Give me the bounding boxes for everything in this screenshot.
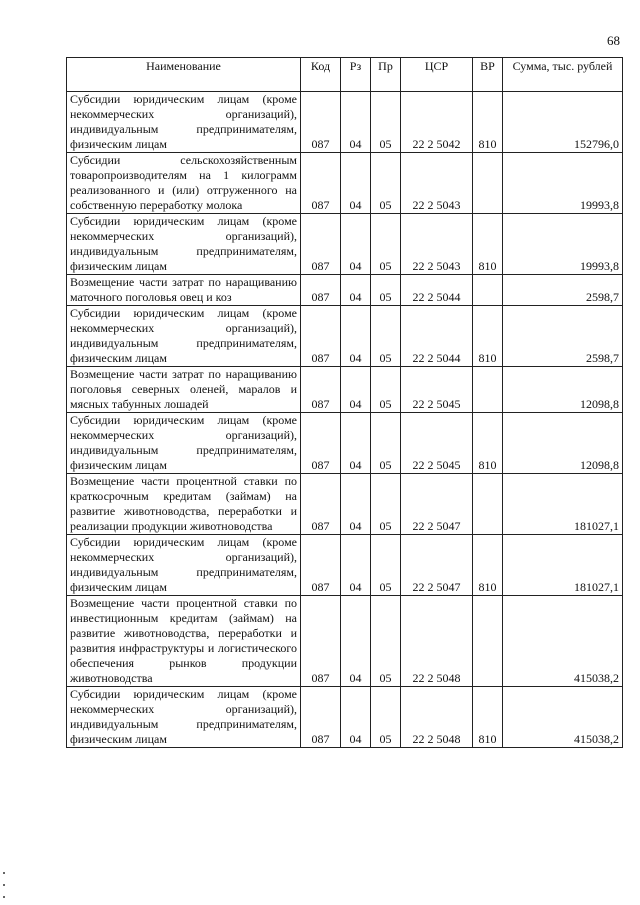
cell-kod: 087 xyxy=(301,275,341,306)
cell-kod: 087 xyxy=(301,306,341,367)
cell-name: Субсидии юридическим лицам (кроме некоммерческих организаций), индивидуальным предпринимателям, физическим лицам xyxy=(67,214,301,275)
cell-pr: 05 xyxy=(371,596,401,687)
cell-pr: 05 xyxy=(371,153,401,214)
table-body xyxy=(67,92,623,748)
cell-rz: 04 xyxy=(341,92,371,153)
cell-csr: 22 2 5047 xyxy=(401,474,473,535)
cell-name: Возмещение части затрат по наращиванию маточного поголовья овец и коз xyxy=(67,275,301,306)
cell-kod: 087 xyxy=(301,413,341,474)
cell-kod: 087 xyxy=(301,535,341,596)
cell-vr xyxy=(473,153,503,214)
cell-rz: 04 xyxy=(341,153,371,214)
cell-pr: 05 xyxy=(371,474,401,535)
cell-name: Субсидии юридическим лицам (кроме некоммерческих организаций), индивидуальным предпринимателям, физическим лицам xyxy=(67,687,301,748)
header-vr: ВР xyxy=(473,58,503,92)
header-name: Наименование xyxy=(67,58,301,92)
cell-rz: 04 xyxy=(341,535,371,596)
cell-sum: 19993,8 xyxy=(503,153,623,214)
page-number: 68 xyxy=(607,33,620,48)
cell-name: Субсидии юридическим лицам (кроме некоммерческих организаций), индивидуальным предпринимателям, физическим лицам xyxy=(67,92,301,153)
cell-sum: 181027,1 xyxy=(503,474,623,535)
cell-sum: 415038,2 xyxy=(503,687,623,748)
cell-csr: 22 2 5045 xyxy=(401,413,473,474)
cell-sum: 2598,7 xyxy=(503,275,623,306)
cell-csr: 22 2 5047 xyxy=(401,535,473,596)
cell-vr: 810 xyxy=(473,306,503,367)
cell-rz: 04 xyxy=(341,214,371,275)
cell-kod: 087 xyxy=(301,92,341,153)
cell-name: Возмещение части затрат по наращиванию поголовья северных оленей, маралов и мясных табунных лошадей xyxy=(67,367,301,413)
cell-sum: 12098,8 xyxy=(503,367,623,413)
cell-sum: 181027,1 xyxy=(503,535,623,596)
table-row xyxy=(67,275,623,306)
scan-artifact xyxy=(3,872,5,874)
cell-pr: 05 xyxy=(371,687,401,748)
cell-pr: 05 xyxy=(371,306,401,367)
header-pr: Пр xyxy=(371,58,401,92)
cell-csr: 22 2 5044 xyxy=(401,306,473,367)
table-row xyxy=(67,474,623,535)
header-csr: ЦСР xyxy=(401,58,473,92)
cell-rz: 04 xyxy=(341,687,371,748)
cell-sum: 12098,8 xyxy=(503,413,623,474)
table-row xyxy=(67,367,623,413)
cell-rz: 04 xyxy=(341,413,371,474)
cell-vr xyxy=(473,275,503,306)
cell-pr: 05 xyxy=(371,535,401,596)
cell-kod: 087 xyxy=(301,474,341,535)
table-row xyxy=(67,214,623,275)
cell-vr: 810 xyxy=(473,214,503,275)
cell-rz: 04 xyxy=(341,275,371,306)
cell-pr: 05 xyxy=(371,275,401,306)
header-kod: Код xyxy=(301,58,341,92)
cell-csr: 22 2 5043 xyxy=(401,214,473,275)
cell-kod: 087 xyxy=(301,367,341,413)
cell-name: Субсидии юридическим лицам (кроме некоммерческих организаций), индивидуальным предпринимателям, физическим лицам xyxy=(67,413,301,474)
table-row xyxy=(67,413,623,474)
cell-rz: 04 xyxy=(341,367,371,413)
cell-csr: 22 2 5043 xyxy=(401,153,473,214)
cell-rz: 04 xyxy=(341,474,371,535)
cell-name: Субсидии юридическим лицам (кроме некоммерческих организаций), индивидуальным предпринимателям, физическим лицам xyxy=(67,535,301,596)
cell-name: Субсидии юридическим лицам (кроме некоммерческих организаций), индивидуальным предпринимателям, физическим лицам xyxy=(67,306,301,367)
cell-csr: 22 2 5048 xyxy=(401,687,473,748)
cell-sum: 2598,7 xyxy=(503,306,623,367)
cell-pr: 05 xyxy=(371,214,401,275)
cell-rz: 04 xyxy=(341,306,371,367)
cell-kod: 087 xyxy=(301,687,341,748)
cell-vr xyxy=(473,474,503,535)
table-header-row xyxy=(67,58,623,92)
cell-csr: 22 2 5042 xyxy=(401,92,473,153)
cell-name: Субсидии сельскохозяйственным товаропроизводителям на 1 килограмм реализованного и (или) отгруженного на собственную переработку молока xyxy=(67,153,301,214)
cell-vr: 810 xyxy=(473,687,503,748)
cell-vr xyxy=(473,596,503,687)
header-rz: Рз xyxy=(341,58,371,92)
cell-kod: 087 xyxy=(301,596,341,687)
table-row xyxy=(67,535,623,596)
cell-rz: 04 xyxy=(341,596,371,687)
header-sum: Сумма, тыс. рублей xyxy=(503,58,623,92)
cell-sum: 19993,8 xyxy=(503,214,623,275)
cell-sum: 152796,0 xyxy=(503,92,623,153)
cell-name: Возмещение части процентной ставки по инвестиционным кредитам (займам) на развитие животноводства, переработки и развития инфраструктуры и логистического обеспечения рынков продукции животноводства xyxy=(67,596,301,687)
table-row xyxy=(67,153,623,214)
cell-csr: 22 2 5048 xyxy=(401,596,473,687)
scan-artifact xyxy=(3,884,5,886)
table-row xyxy=(67,306,623,367)
budget-table xyxy=(66,57,623,748)
cell-kod: 087 xyxy=(301,153,341,214)
cell-sum: 415038,2 xyxy=(503,596,623,687)
table-row xyxy=(67,687,623,748)
cell-kod: 087 xyxy=(301,214,341,275)
scan-artifact xyxy=(3,896,5,898)
cell-name: Возмещение части процентной ставки по краткосрочным кредитам (займам) на развитие животноводства, переработки и реализации продукции животноводства xyxy=(67,474,301,535)
table-row xyxy=(67,596,623,687)
table-row xyxy=(67,92,623,153)
cell-csr: 22 2 5044 xyxy=(401,275,473,306)
cell-vr xyxy=(473,367,503,413)
cell-pr: 05 xyxy=(371,92,401,153)
cell-vr: 810 xyxy=(473,413,503,474)
cell-vr: 810 xyxy=(473,535,503,596)
cell-pr: 05 xyxy=(371,413,401,474)
cell-pr: 05 xyxy=(371,367,401,413)
cell-vr: 810 xyxy=(473,92,503,153)
cell-csr: 22 2 5045 xyxy=(401,367,473,413)
